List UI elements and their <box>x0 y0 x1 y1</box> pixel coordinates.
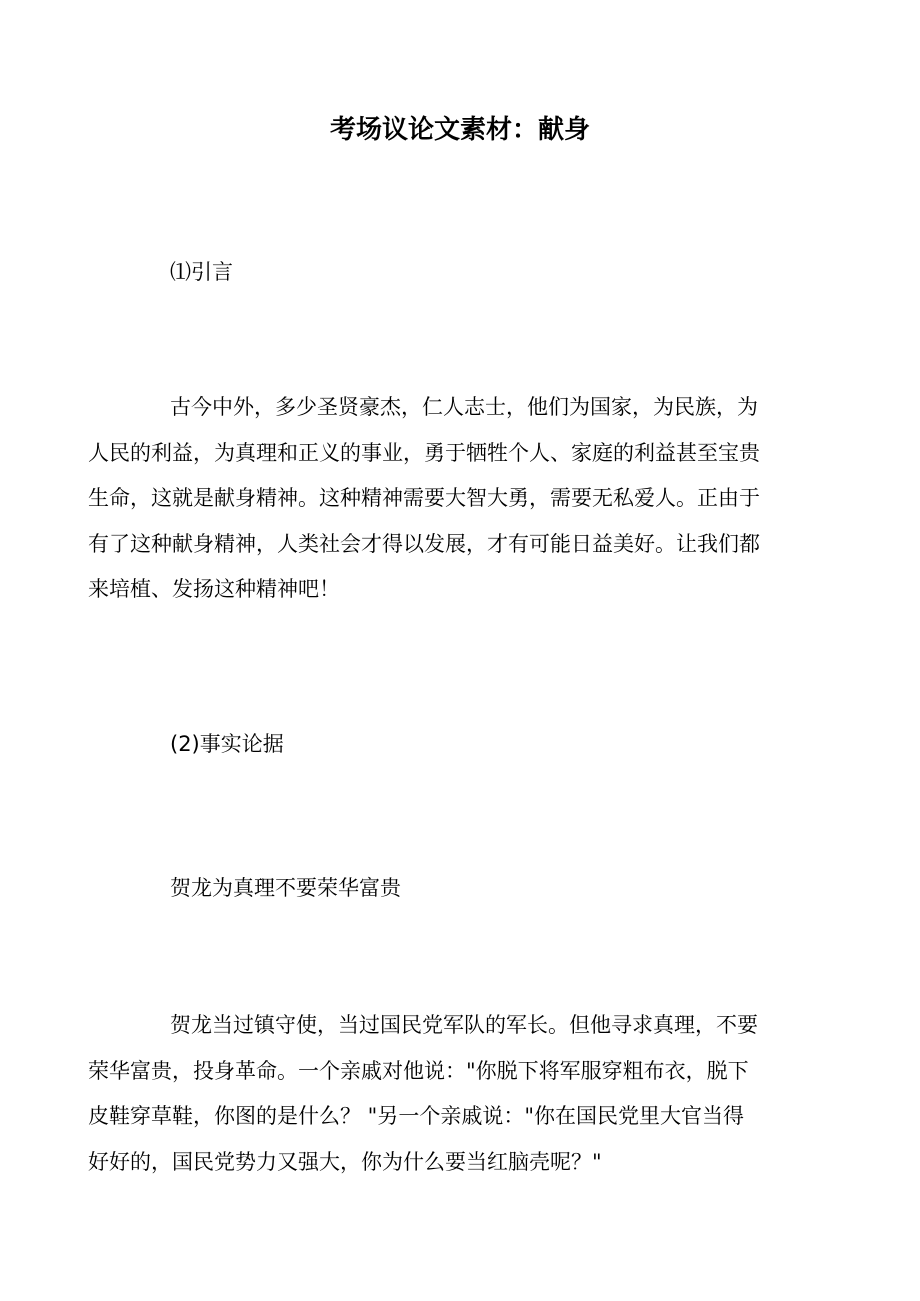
section-heading-introduction: ⑴引言 <box>170 260 233 284</box>
paragraph-line: 贺龙当过镇守使，当过国民党军队的军长。但他寻求真理，不要 <box>170 1013 758 1037</box>
paragraph-line: 来培植、发扬这种精神吧！ <box>88 577 340 601</box>
document-title: 考场议论文素材：献身 <box>329 115 590 145</box>
paragraph-line: 人民的利益，为真理和正义的事业，勇于牺牲个人、家庭的利益甚至宝贵 <box>88 440 760 465</box>
introduction-paragraph <box>88 385 828 613</box>
paragraph-line: 古今中外，多少圣贤豪杰，仁人志士，他们为国家，为民族，为 <box>170 395 758 419</box>
section-heading-factual-evidence: (2)事实论据 <box>170 732 284 756</box>
evidence-subheading: 贺龙为真理不要荣华富贵 <box>170 876 401 900</box>
paragraph-line: 皮鞋穿草鞋，你图的是什么？ "另一个亲戚说："你在国民党里大官当得 <box>88 1104 744 1128</box>
paragraph-line: 生命，这就是献身精神。这种精神需要大智大勇，需要无私爱人。正由于 <box>88 486 760 510</box>
evidence-paragraph <box>88 1003 828 1185</box>
paragraph-line: 好好的，国民党势力又强大，你为什么要当红脑壳呢？" <box>88 1149 602 1174</box>
paragraph-line: 荣华富贵，投身革命。一个亲戚对他说："你脱下将军服穿粗布衣，脱下 <box>88 1058 749 1083</box>
paragraph-line: 有了这种献身精神，人类社会才得以发展，才有可能日益美好。让我们都 <box>88 531 760 556</box>
